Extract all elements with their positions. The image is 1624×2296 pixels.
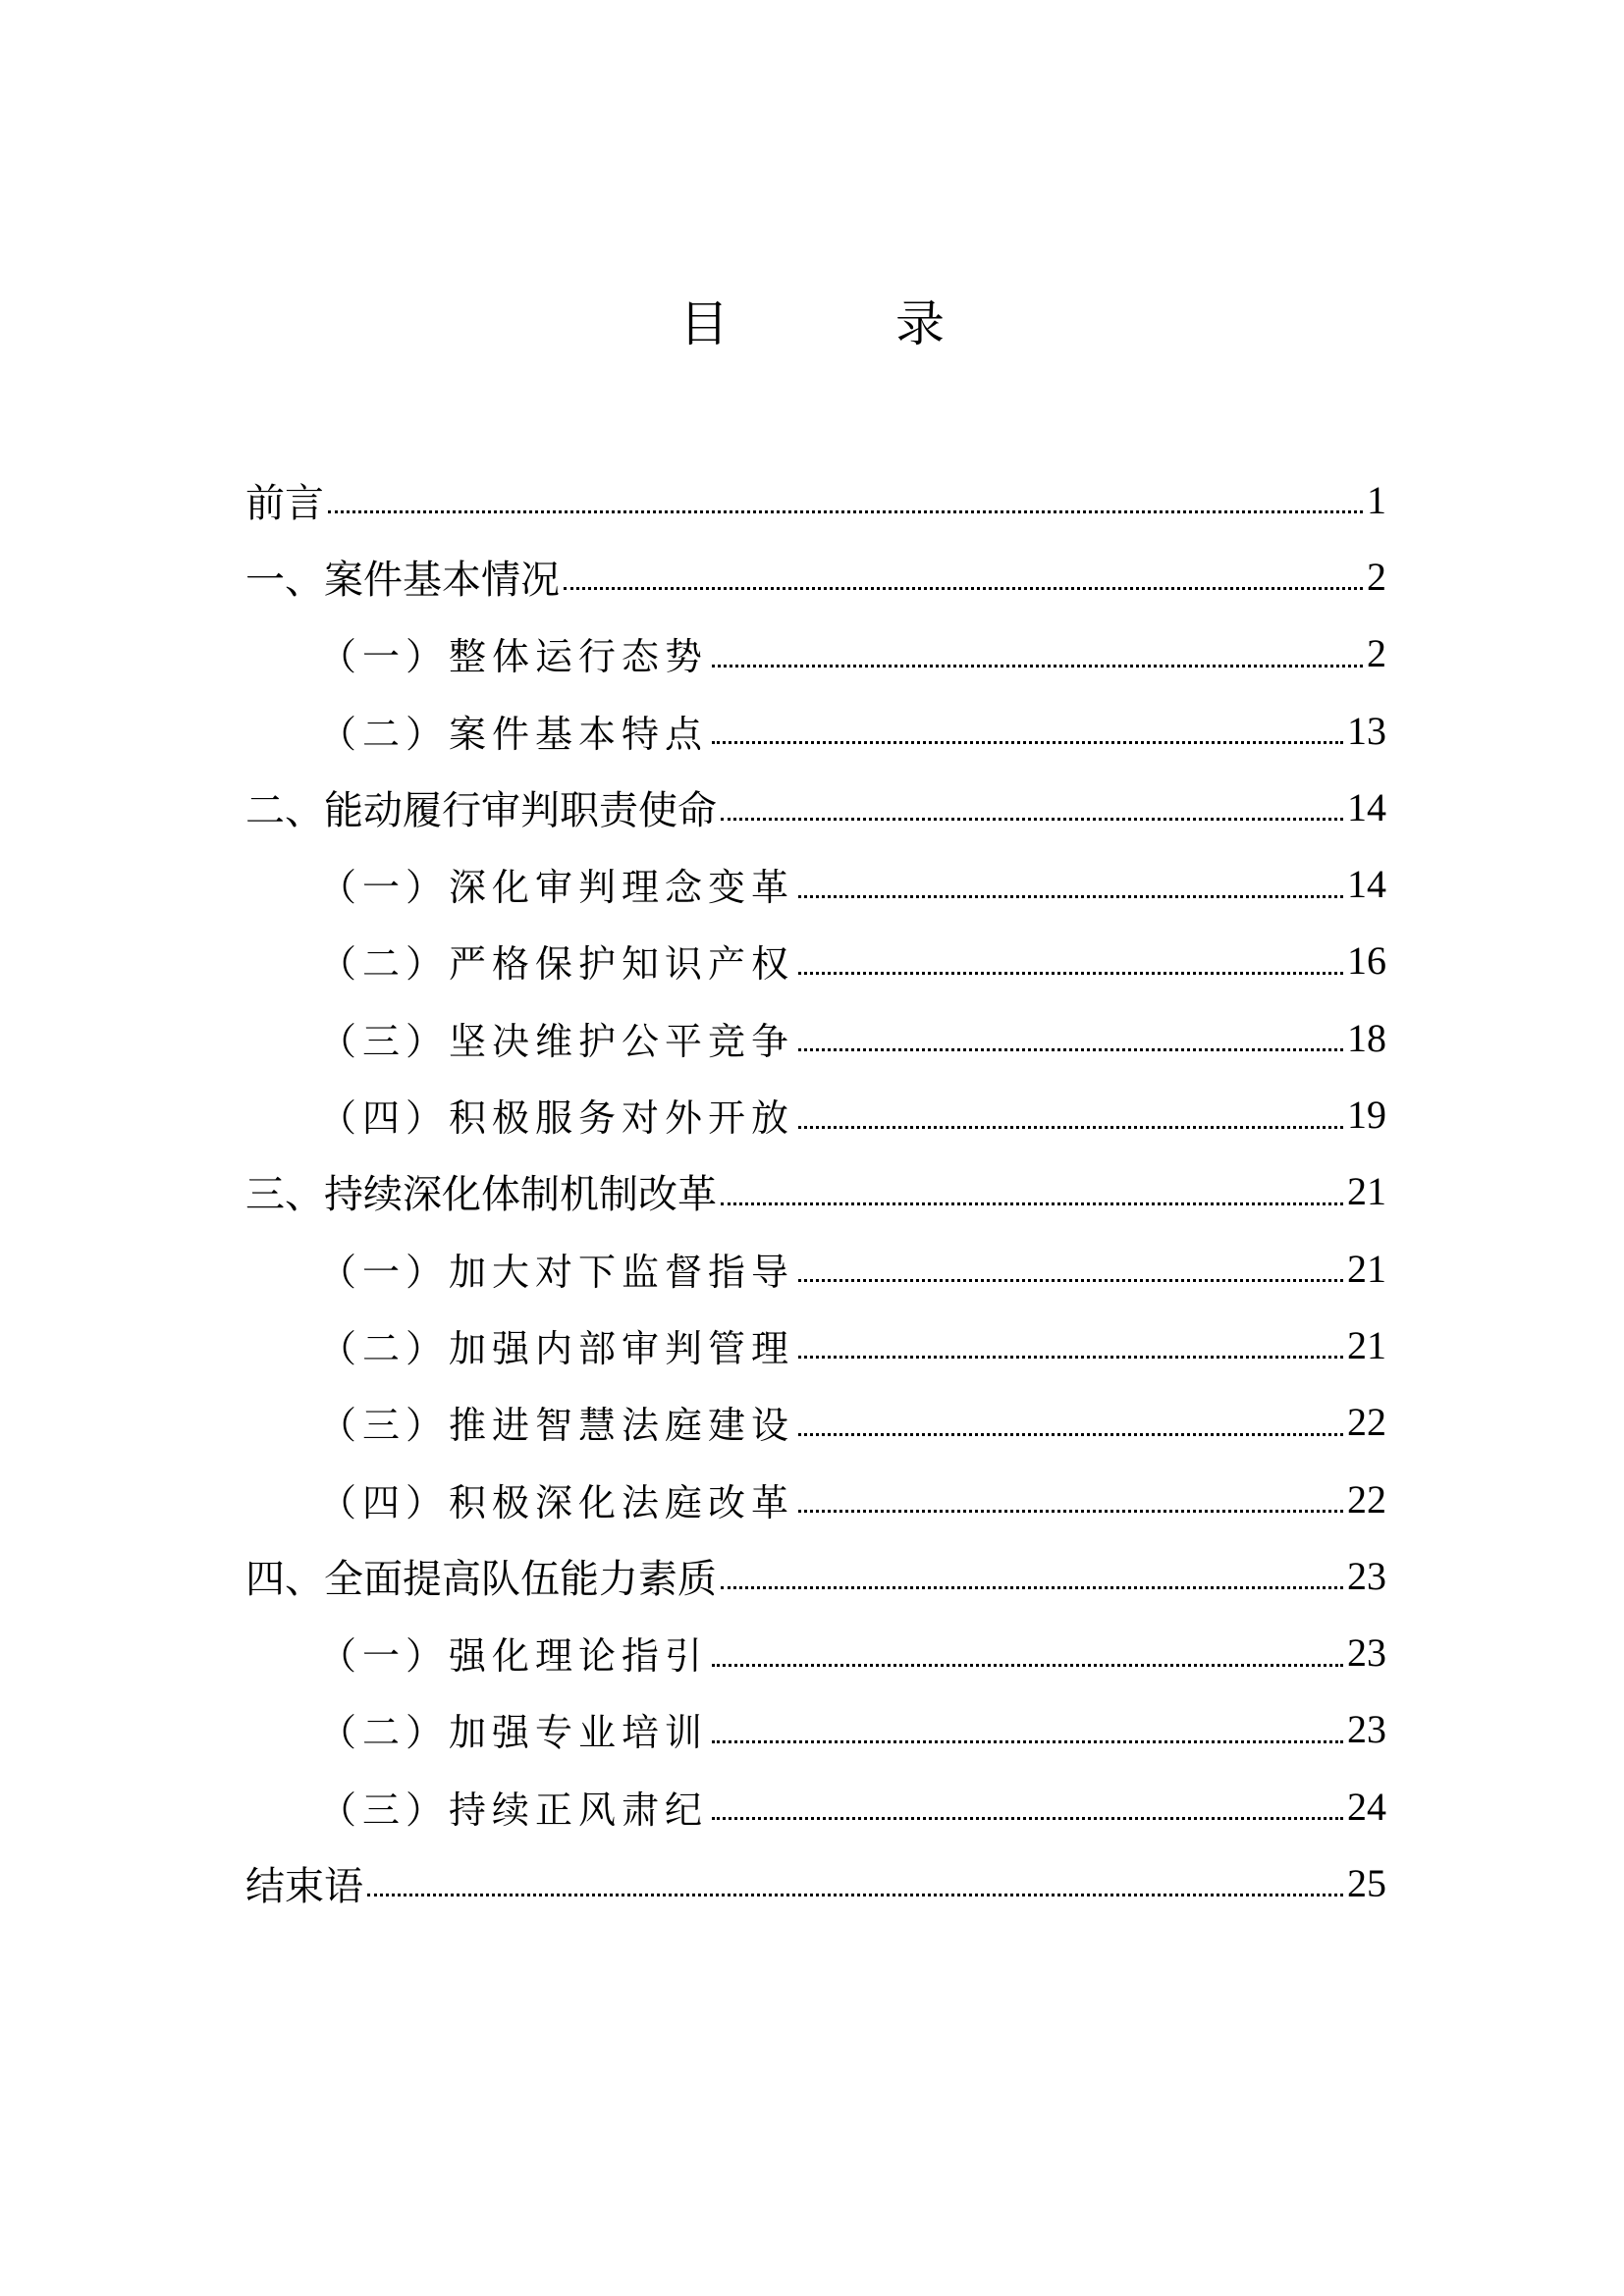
toc-subentry-page: 21 xyxy=(1347,1322,1386,1367)
toc-dot-leader xyxy=(712,711,1343,750)
toc-entry-label: 前言 xyxy=(245,480,324,526)
toc-subentry-label: （四）积极深化法庭改革 xyxy=(319,1480,795,1524)
toc-dot-leader xyxy=(328,480,1363,519)
toc-entry-page: 23 xyxy=(1347,1553,1386,1598)
toc-subentry[interactable] xyxy=(245,1691,1386,1768)
toc-subentry[interactable] xyxy=(245,615,1386,692)
toc-subentry-label: （四）积极服务对外开放 xyxy=(319,1096,795,1141)
toc-subentry-label: （二）加强内部审判管理 xyxy=(319,1326,795,1370)
toc-dot-leader xyxy=(367,1863,1343,1902)
toc-entry-page: 21 xyxy=(1347,1169,1386,1214)
toc-subentry[interactable] xyxy=(245,845,1386,922)
toc-entry-page: 25 xyxy=(1347,1860,1386,1905)
toc-subentry-page: 24 xyxy=(1347,1784,1386,1829)
toc-subentry-page: 13 xyxy=(1347,708,1386,753)
toc-subentry-label: （二）加强专业培训 xyxy=(319,1711,709,1755)
toc-dot-leader xyxy=(564,557,1363,596)
toc-entry[interactable] xyxy=(245,1537,1386,1614)
toc-dot-leader xyxy=(798,1018,1343,1057)
toc-subentry-label: （二）严格保护知识产权 xyxy=(319,942,795,987)
toc-subentry-page: 19 xyxy=(1347,1093,1386,1138)
toc-dot-leader xyxy=(721,787,1343,827)
toc-dot-leader xyxy=(712,1633,1343,1673)
toc-subentry-label: （一）整体运行态势 xyxy=(319,635,709,679)
toc-entry-label: 四、全面提高队伍能力素质 xyxy=(245,1556,717,1602)
toc-dot-leader xyxy=(721,1172,1343,1211)
toc-subentry[interactable] xyxy=(245,1076,1386,1152)
toc-dot-leader xyxy=(798,865,1343,904)
toc-subentry-label: （三）推进智慧法庭建设 xyxy=(319,1404,795,1448)
toc-subentry-page: 22 xyxy=(1347,1400,1386,1445)
toc-dot-leader xyxy=(798,1095,1343,1135)
toc-entry[interactable] xyxy=(245,1844,1386,1921)
table-of-contents xyxy=(245,461,1386,1922)
toc-dot-leader xyxy=(798,1249,1343,1288)
toc-subentry[interactable] xyxy=(245,1768,1386,1844)
toc-subentry[interactable] xyxy=(245,1307,1386,1383)
toc-dot-leader xyxy=(798,1479,1343,1519)
toc-subentry[interactable] xyxy=(245,1230,1386,1307)
toc-subentry-page: 21 xyxy=(1347,1246,1386,1291)
toc-subentry-page: 2 xyxy=(1367,631,1386,676)
toc-subentry-page: 14 xyxy=(1347,862,1386,907)
toc-dot-leader xyxy=(798,1403,1343,1442)
toc-entry[interactable] xyxy=(245,461,1386,538)
toc-entry[interactable] xyxy=(245,538,1386,614)
toc-dot-leader xyxy=(798,1325,1343,1364)
toc-subentry-label: （一）强化理论指引 xyxy=(319,1634,709,1679)
toc-subentry-page: 23 xyxy=(1347,1707,1386,1752)
toc-entry-label: 二、能动履行审判职责使命 xyxy=(245,787,717,833)
toc-dot-leader xyxy=(712,634,1363,673)
toc-entry-page: 14 xyxy=(1347,784,1386,829)
toc-subentry-page: 23 xyxy=(1347,1630,1386,1676)
toc-subentry-label: （三）持续正风肃纪 xyxy=(319,1788,709,1832)
toc-entry-page: 1 xyxy=(1367,477,1386,522)
toc-entry-label: 一、案件基本情况 xyxy=(245,557,560,603)
toc-dot-leader xyxy=(712,1787,1343,1826)
toc-subentry-page: 16 xyxy=(1347,938,1386,984)
toc-subentry[interactable] xyxy=(245,1614,1386,1690)
toc-entry[interactable] xyxy=(245,769,1386,845)
toc-subentry-label: （三）坚决维护公平竞争 xyxy=(319,1019,795,1063)
toc-entry-label: 结束语 xyxy=(245,1863,363,1909)
toc-subentry-label: （一）深化审判理念变革 xyxy=(319,866,795,910)
toc-dot-leader xyxy=(721,1556,1343,1595)
toc-entry-page: 2 xyxy=(1367,554,1386,599)
toc-subentry[interactable] xyxy=(245,692,1386,769)
toc-dot-leader xyxy=(798,941,1343,981)
toc-subentry-label: （一）加大对下监督指导 xyxy=(319,1250,795,1294)
toc-subentry-label: （二）案件基本特点 xyxy=(319,712,709,756)
toc-subentry[interactable] xyxy=(245,1461,1386,1537)
toc-entry[interactable] xyxy=(245,1153,1386,1230)
toc-subentry-page: 22 xyxy=(1347,1476,1386,1522)
page-title: 目 录 xyxy=(679,295,1003,352)
toc-subentry[interactable] xyxy=(245,999,1386,1076)
toc-subentry[interactable] xyxy=(245,1384,1386,1461)
toc-subentry[interactable] xyxy=(245,923,1386,999)
toc-entry-label: 三、持续深化体制机制改革 xyxy=(245,1172,717,1218)
toc-subentry-page: 18 xyxy=(1347,1015,1386,1060)
toc-dot-leader xyxy=(712,1710,1343,1749)
